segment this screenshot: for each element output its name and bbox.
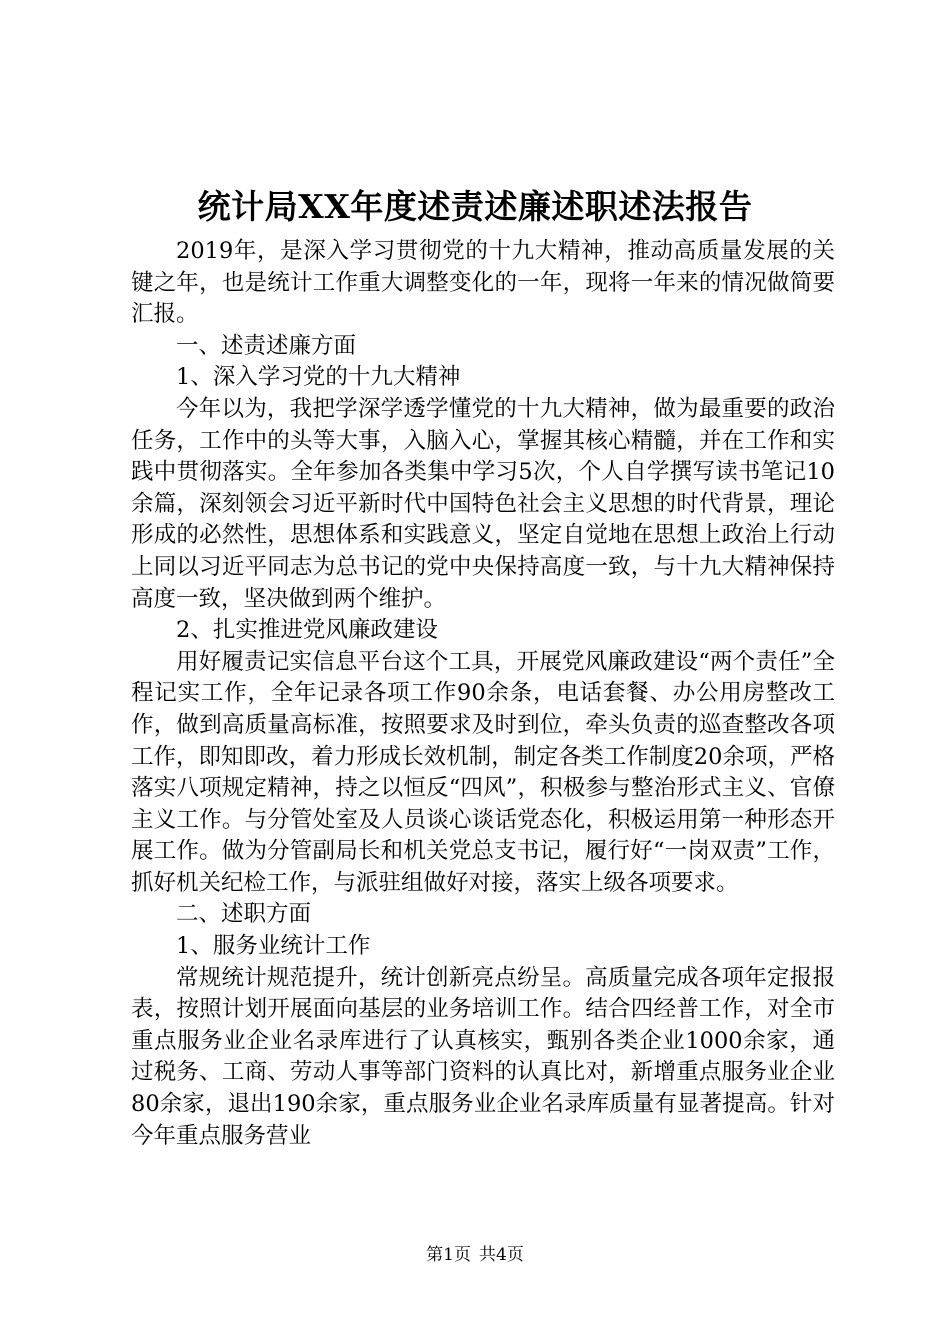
paragraph-intro: 2019年，是深入学习贯彻党的十九大精神，推动高质量发展的关键之年，也是统计工作重大调整变化的一年，现将一年来的情况做简要汇报。	[131, 238, 835, 328]
subsection-heading-2-1: 1、服务业统计工作	[176, 933, 371, 960]
subsection-heading-1-1: 1、深入学习党的十九大精神	[176, 364, 461, 391]
page-number: 第1页	[426, 1245, 471, 1265]
page-total: 共4页	[479, 1245, 524, 1265]
page-footer	[0, 1242, 950, 1268]
subsection-heading-1-2: 2、扎实推进党风廉政建设	[176, 617, 438, 644]
document-body	[131, 236, 835, 1152]
paragraph-integrity: 用好履责记实信息平台这个工具，开展党风廉政建设“两个责任”全程记实工作，全年记录各项工作90余条，电话套餐、办公用房整改工作，做到高质量高标准，按照要求及时到位，牵头负责的巡查整改各项工作，即知即改，着力形成长效机制，制定各类工作制度20余项，严格落实八项规定精神，持之以恒反“四风”，积极参与整治形式主义、官僚主义工作。与分管处室及人员谈心谈话党态化，积极运用第一种形态开展工作。做为分管副局长和机关党总支书记，履行好“一岗双责”工作，抓好机关纪检工作，与派驻组做好对接，落实上级各项要求。	[131, 648, 835, 896]
section-heading-1: 一、述责述廉方面	[176, 332, 357, 359]
document-title: 统计局XX年度述责述廉述职述法报告	[197, 187, 753, 226]
paragraph-study: 今年以为，我把学深学透学懂党的十九大精神，做为最重要的政治任务，工作中的头等大事，入脑入心，掌握其核心精髓，并在工作和实践中贯彻落实。全年参加各类集中学习5次，个人自学撰写读书笔记10余篇，深刻领会习近平新时代中国特色社会主义思想的时代背景，理论形成的必然性，思想体系和实践意义，坚定自觉地在思想上政治上行动上同以习近平同志为总书记的党中央保持高度一致，与十九大精神保持高度一致，坚决做到两个维护。	[131, 395, 835, 612]
section-heading-2: 二、述职方面	[176, 901, 312, 928]
paragraph-service-statistics: 常规统计规范提升，统计创新亮点纷呈。高质量完成各项年定报报表，按照计划开展面向基层的业务培训工作。结合四经普工作，对全市重点服务业企业名录库进行了认真核实，甄别各类企业1000余家，通过税务、工商、劳动人事等部门资料的认真比对，新增重点服务业企业80余家，退出190余家，重点服务业企业名录库质量有显著提高。针对今年重点服务营业	[131, 964, 835, 1149]
